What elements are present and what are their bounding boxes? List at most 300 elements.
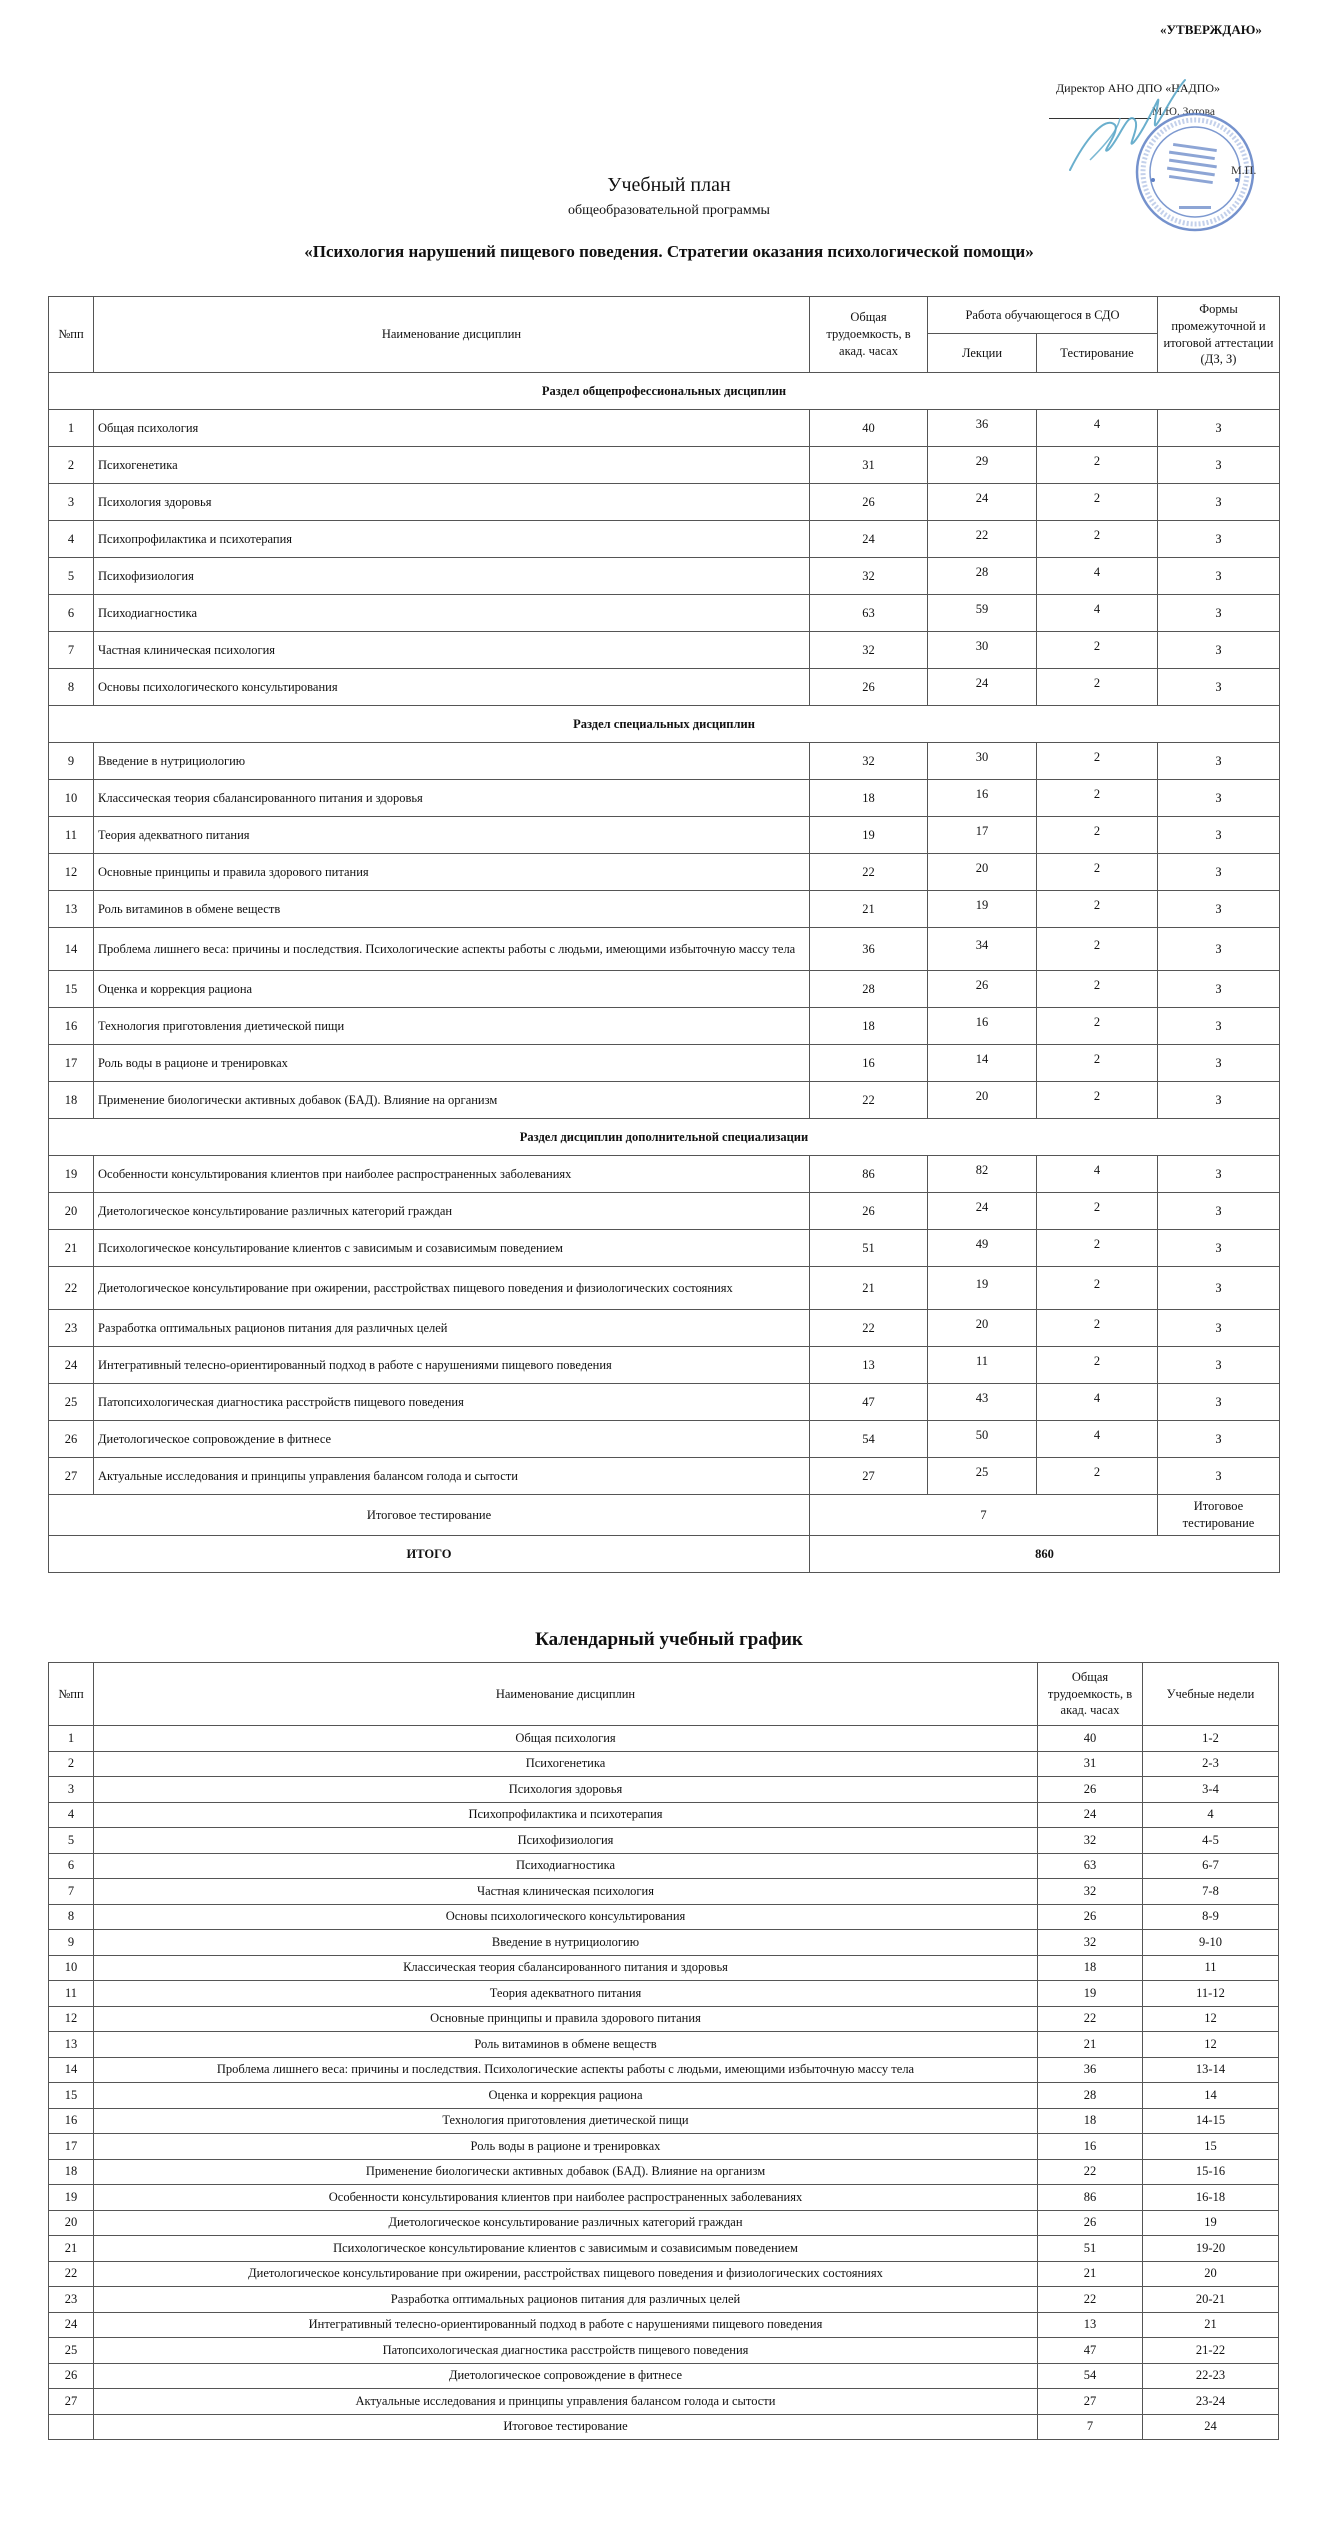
lectures-cell	[928, 558, 1037, 595]
calendar-row	[49, 1879, 1279, 1905]
lectures-cell	[928, 1384, 1037, 1421]
final-test-row	[49, 1495, 1280, 1536]
total-hours: 16	[810, 1045, 928, 1082]
discipline-row	[49, 484, 1280, 521]
testing-hours: 2	[1093, 977, 1101, 992]
discipline-row	[49, 1156, 1280, 1193]
testing-cell	[1037, 410, 1158, 447]
total-hours: 22	[1038, 2287, 1143, 2313]
study-weeks: 13-14	[1143, 2057, 1279, 2083]
signature-icon	[1060, 70, 1200, 180]
total-hours: 31	[1038, 1751, 1143, 1777]
row-number: 3	[49, 484, 94, 521]
section-header-row	[49, 1119, 1280, 1156]
testing-hours: 2	[1093, 860, 1101, 875]
lectures-cell	[928, 521, 1037, 558]
row-number: 23	[49, 2287, 94, 2313]
row-number: 13	[49, 891, 94, 928]
total-hours: 22	[810, 854, 928, 891]
row-number: 24	[49, 1347, 94, 1384]
total-hours: 31	[810, 447, 928, 484]
discipline-row	[49, 1384, 1280, 1421]
row-number: 26	[49, 2363, 94, 2389]
total-hours: 18	[810, 1008, 928, 1045]
attestation-form: З	[1158, 817, 1280, 854]
row-number: 8	[49, 669, 94, 706]
testing-hours: 4	[1093, 1162, 1101, 1177]
discipline-row	[49, 669, 1280, 706]
discipline-row	[49, 1421, 1280, 1458]
discipline-name: Введение в нутрициологию	[94, 743, 810, 780]
lecture-hours: 17	[975, 823, 989, 838]
testing-hours: 4	[1093, 1390, 1101, 1405]
total-hours: 26	[1038, 2210, 1143, 2236]
row-number: 15	[49, 971, 94, 1008]
row-number: 21	[49, 1230, 94, 1267]
lectures-cell	[928, 1045, 1037, 1082]
lecture-hours: 28	[975, 564, 989, 579]
lectures-cell	[928, 1421, 1037, 1458]
discipline-row	[49, 521, 1280, 558]
attestation-form: З	[1158, 1008, 1280, 1045]
total-hours: 18	[1038, 2108, 1143, 2134]
lectures-cell	[928, 669, 1037, 706]
testing-cell	[1037, 1082, 1158, 1119]
lecture-hours: 29	[975, 453, 989, 468]
testing-hours: 2	[1093, 786, 1101, 801]
testing-hours: 2	[1093, 1353, 1101, 1368]
discipline-row	[49, 447, 1280, 484]
discipline-name: Основы психологического консультирования	[94, 669, 810, 706]
lecture-hours: 25	[975, 1464, 989, 1479]
testing-hours: 2	[1093, 1014, 1101, 1029]
total-hours: 86	[1038, 2185, 1143, 2211]
discipline-row	[49, 817, 1280, 854]
total-hours: 19	[810, 817, 928, 854]
calendar-row	[49, 1777, 1279, 1803]
attestation-form: З	[1158, 928, 1280, 971]
row-number: 10	[49, 780, 94, 817]
discipline-name: Частная клиническая психология	[94, 1879, 1038, 1905]
attestation-form: З	[1158, 971, 1280, 1008]
study-weeks: 15	[1143, 2134, 1279, 2160]
row-number: 15	[49, 2083, 94, 2109]
testing-hours: 2	[1093, 1199, 1101, 1214]
discipline-row	[49, 1310, 1280, 1347]
row-number: 23	[49, 1310, 94, 1347]
discipline-row	[49, 891, 1280, 928]
cal-column-header-weeks: Учебные недели	[1143, 1663, 1279, 1726]
discipline-name: Технология приготовления диетической пищи	[94, 1008, 810, 1045]
testing-hours: 4	[1093, 564, 1101, 579]
discipline-name: Особенности консультирования клиентов при наиболее распространенных заболеваниях	[94, 1156, 810, 1193]
lectures-cell	[928, 410, 1037, 447]
attestation-form: З	[1158, 891, 1280, 928]
study-weeks: 22-23	[1143, 2363, 1279, 2389]
discipline-name: Общая психология	[94, 1726, 1038, 1752]
lectures-cell	[928, 632, 1037, 669]
discipline-name: Применение биологически активных добавок (БАД). Влияние на организм	[94, 1082, 810, 1119]
lecture-hours: 59	[975, 601, 989, 616]
seal-mark: М.П.	[1231, 163, 1257, 177]
testing-hours: 2	[1093, 937, 1101, 952]
testing-cell	[1037, 1008, 1158, 1045]
column-header-num: №пп	[49, 297, 94, 373]
study-weeks: 21	[1143, 2312, 1279, 2338]
testing-hours: 2	[1093, 490, 1101, 505]
discipline-name: Психопрофилактика и психотерапия	[94, 521, 810, 558]
testing-cell	[1037, 1193, 1158, 1230]
row-number: 19	[49, 1156, 94, 1193]
total-hours: 26	[810, 1193, 928, 1230]
column-header-attestation: Формы промежуточной и итоговой аттестации (ДЗ, З)	[1158, 297, 1280, 373]
discipline-name: Проблема лишнего веса: причины и последствия. Психологические аспекты работы с людьми, имеющими избыточную массу тела	[94, 2057, 1038, 2083]
calendar-row	[49, 2185, 1279, 2211]
lecture-hours: 14	[975, 1051, 989, 1066]
lecture-hours: 30	[975, 638, 989, 653]
testing-cell	[1037, 971, 1158, 1008]
discipline-name: Роль воды в рационе и тренировках	[94, 2134, 1038, 2160]
section-header-row	[49, 373, 1280, 410]
cal-column-header-num: №пп	[49, 1663, 94, 1726]
testing-hours: 2	[1093, 527, 1101, 542]
discipline-name: Оценка и коррекция рациона	[94, 2083, 1038, 2109]
total-hours: 36	[1038, 2057, 1143, 2083]
total-hours: 32	[810, 743, 928, 780]
total-hours: 16	[1038, 2134, 1143, 2160]
calendar-row	[49, 1726, 1279, 1752]
discipline-name: Психология здоровья	[94, 1777, 1038, 1803]
row-number: 6	[49, 595, 94, 632]
calendar-row	[49, 1930, 1279, 1956]
study-weeks: 16-18	[1143, 2185, 1279, 2211]
lecture-hours: 30	[975, 749, 989, 764]
cal-column-header-name: Наименование дисциплин	[94, 1663, 1038, 1726]
testing-cell	[1037, 1267, 1158, 1310]
study-weeks: 4-5	[1143, 1828, 1279, 1854]
lectures-cell	[928, 854, 1037, 891]
testing-cell	[1037, 632, 1158, 669]
study-weeks: 14-15	[1143, 2108, 1279, 2134]
discipline-name: Диетологическое сопровождение в фитнесе	[94, 2363, 1038, 2389]
total-hours: 40	[810, 410, 928, 447]
column-header-work-group: Работа обучающегося в СДО	[928, 297, 1158, 334]
discipline-name: Основные принципы и правила здорового питания	[94, 854, 810, 891]
total-hours: 51	[810, 1230, 928, 1267]
lectures-cell	[928, 817, 1037, 854]
attestation-form: З	[1158, 1045, 1280, 1082]
attestation-form: З	[1158, 632, 1280, 669]
attestation-form: З	[1158, 1156, 1280, 1193]
discipline-row	[49, 928, 1280, 971]
lecture-hours: 19	[975, 897, 989, 912]
total-hours: 63	[1038, 1853, 1143, 1879]
lectures-cell	[928, 1230, 1037, 1267]
discipline-row	[49, 1193, 1280, 1230]
testing-cell	[1037, 928, 1158, 971]
discipline-name: Патопсихологическая диагностика расстройств пищевого поведения	[94, 1384, 810, 1421]
cal-column-header-hours: Общая трудоемкость, в акад. часах	[1038, 1663, 1143, 1726]
total-hours: 21	[1038, 2032, 1143, 2058]
discipline-name: Актуальные исследования и принципы управления балансом голода и сытости	[94, 1458, 810, 1495]
lecture-hours: 24	[975, 675, 989, 690]
total-hours: 32	[810, 632, 928, 669]
calendar-row	[49, 2236, 1279, 2262]
study-weeks: 21-22	[1143, 2338, 1279, 2364]
row-number	[49, 2414, 94, 2440]
row-number: 9	[49, 743, 94, 780]
calendar-row	[49, 2287, 1279, 2313]
lectures-cell	[928, 1458, 1037, 1495]
calendar-title: Календарный учебный график	[535, 1629, 803, 1650]
testing-cell	[1037, 1310, 1158, 1347]
testing-cell	[1037, 891, 1158, 928]
total-row	[49, 1536, 1280, 1573]
testing-hours: 4	[1093, 416, 1101, 431]
curriculum-table	[48, 296, 1280, 1573]
discipline-row	[49, 595, 1280, 632]
total-hours: 24	[810, 521, 928, 558]
study-weeks: 23-24	[1143, 2389, 1279, 2415]
calendar-row	[49, 2210, 1279, 2236]
discipline-name: Психология здоровья	[94, 484, 810, 521]
row-number: 18	[49, 2159, 94, 2185]
attestation-form: З	[1158, 743, 1280, 780]
row-number: 13	[49, 2032, 94, 2058]
total-hours: 54	[810, 1421, 928, 1458]
lectures-cell	[928, 1347, 1037, 1384]
row-number: 1	[49, 410, 94, 447]
row-number: 22	[49, 2261, 94, 2287]
testing-hours: 2	[1093, 638, 1101, 653]
row-number: 12	[49, 2006, 94, 2032]
approval-label: «УТВЕРЖДАЮ»	[1160, 22, 1262, 37]
total-hours-value: 860	[810, 1536, 1280, 1573]
total-hours: 7	[1038, 2414, 1143, 2440]
testing-hours: 2	[1093, 1276, 1101, 1291]
discipline-name: Итоговое тестирование	[94, 2414, 1038, 2440]
document-subtitle: общеобразовательной программы	[568, 203, 770, 218]
discipline-name: Психогенетика	[94, 1751, 1038, 1777]
calendar-row	[49, 2414, 1279, 2440]
program-title: «Психология нарушений пищевого поведения. Стратегии оказания психологической помощи»	[304, 242, 1034, 261]
total-hours: 21	[810, 891, 928, 928]
lectures-cell	[928, 1193, 1037, 1230]
lectures-cell	[928, 780, 1037, 817]
testing-cell	[1037, 854, 1158, 891]
lecture-hours: 11	[975, 1353, 989, 1368]
column-header-name: Наименование дисциплин	[94, 297, 810, 373]
discipline-name: Роль воды в рационе и тренировках	[94, 1045, 810, 1082]
lecture-hours: 34	[975, 937, 989, 952]
lecture-hours: 20	[975, 1088, 989, 1103]
calendar-row	[49, 1981, 1279, 2007]
testing-cell	[1037, 780, 1158, 817]
final-test-form: Итоговое тестирование	[1158, 1495, 1280, 1536]
discipline-name: Психодиагностика	[94, 595, 810, 632]
attestation-form: З	[1158, 854, 1280, 891]
discipline-name: Диетологическое консультирование различных категорий граждан	[94, 2210, 1038, 2236]
discipline-row	[49, 971, 1280, 1008]
study-weeks: 19-20	[1143, 2236, 1279, 2262]
total-hours: 13	[810, 1347, 928, 1384]
total-hours: 18	[1038, 1955, 1143, 1981]
discipline-name: Введение в нутрициологию	[94, 1930, 1038, 1956]
discipline-name: Диетологическое сопровождение в фитнесе	[94, 1421, 810, 1458]
total-hours: 32	[1038, 1828, 1143, 1854]
testing-cell	[1037, 1156, 1158, 1193]
discipline-name: Применение биологически активных добавок (БАД). Влияние на организм	[94, 2159, 1038, 2185]
calendar-row	[49, 2083, 1279, 2109]
row-number: 14	[49, 928, 94, 971]
row-number: 26	[49, 1421, 94, 1458]
calendar-row	[49, 2261, 1279, 2287]
discipline-name: Технология приготовления диетической пищи	[94, 2108, 1038, 2134]
calendar-row	[49, 1904, 1279, 1930]
discipline-row	[49, 1267, 1280, 1310]
discipline-name: Основные принципы и правила здорового питания	[94, 2006, 1038, 2032]
calendar-row	[49, 1955, 1279, 1981]
lecture-hours: 16	[975, 1014, 989, 1029]
testing-cell	[1037, 1384, 1158, 1421]
discipline-name: Патопсихологическая диагностика расстройств пищевого поведения	[94, 2338, 1038, 2364]
attestation-form: З	[1158, 1384, 1280, 1421]
study-weeks: 12	[1143, 2006, 1279, 2032]
row-number: 16	[49, 1008, 94, 1045]
total-hours: 51	[1038, 2236, 1143, 2262]
row-number: 25	[49, 1384, 94, 1421]
testing-cell	[1037, 595, 1158, 632]
attestation-form: З	[1158, 410, 1280, 447]
discipline-name: Психопрофилактика и психотерапия	[94, 1802, 1038, 1828]
director-position: Директор АНО ДПО «НАДПО»	[1056, 81, 1221, 95]
total-hours: 26	[810, 484, 928, 521]
row-number: 25	[49, 2338, 94, 2364]
final-test-label: Итоговое тестирование	[49, 1495, 810, 1536]
row-number: 20	[49, 1193, 94, 1230]
row-number: 7	[49, 1879, 94, 1905]
total-hours: 32	[1038, 1879, 1143, 1905]
discipline-row	[49, 1230, 1280, 1267]
calendar-row	[49, 1751, 1279, 1777]
row-number: 18	[49, 1082, 94, 1119]
row-number: 8	[49, 1904, 94, 1930]
total-hours: 27	[1038, 2389, 1143, 2415]
total-hours: 32	[810, 558, 928, 595]
calendar-row	[49, 1828, 1279, 1854]
lecture-hours: 82	[975, 1162, 989, 1177]
discipline-name: Оценка и коррекция рациона	[94, 971, 810, 1008]
testing-hours: 2	[1093, 749, 1101, 764]
attestation-form: З	[1158, 1458, 1280, 1495]
testing-cell	[1037, 447, 1158, 484]
row-number: 6	[49, 1853, 94, 1879]
lectures-cell	[928, 1267, 1037, 1310]
discipline-name: Актуальные исследования и принципы управления балансом голода и сытости	[94, 2389, 1038, 2415]
testing-cell	[1037, 1230, 1158, 1267]
total-hours: 24	[1038, 1802, 1143, 1828]
testing-hours: 2	[1093, 453, 1101, 468]
discipline-name: Роль витаминов в обмене веществ	[94, 2032, 1038, 2058]
study-weeks: 3-4	[1143, 1777, 1279, 1803]
row-number: 27	[49, 2389, 94, 2415]
lecture-hours: 49	[975, 1236, 989, 1251]
total-hours: 13	[1038, 2312, 1143, 2338]
row-number: 16	[49, 2108, 94, 2134]
lectures-cell	[928, 1156, 1037, 1193]
column-header-lectures: Лекции	[928, 334, 1037, 373]
discipline-name: Психологическое консультирование клиентов с зависимым и созависимым поведением	[94, 1230, 810, 1267]
study-weeks: 14	[1143, 2083, 1279, 2109]
testing-hours: 2	[1093, 823, 1101, 838]
attestation-form: З	[1158, 484, 1280, 521]
study-weeks: 12	[1143, 2032, 1279, 2058]
lecture-hours: 43	[975, 1390, 989, 1405]
row-number: 1	[49, 1726, 94, 1752]
study-weeks: 9-10	[1143, 1930, 1279, 1956]
testing-hours: 2	[1093, 897, 1101, 912]
calendar-row	[49, 2108, 1279, 2134]
row-number: 21	[49, 2236, 94, 2262]
total-hours: 47	[1038, 2338, 1143, 2364]
discipline-name: Интегративный телесно-ориентированный подход в работе с нарушениями пищевого поведения	[94, 1347, 810, 1384]
calendar-row	[49, 2312, 1279, 2338]
lecture-hours: 22	[975, 527, 989, 542]
testing-hours: 2	[1093, 1316, 1101, 1331]
director-name: М.Ю. Зотова	[1152, 106, 1216, 118]
lecture-hours: 26	[975, 977, 989, 992]
calendar-row	[49, 2057, 1279, 2083]
testing-hours: 2	[1093, 1088, 1101, 1103]
lectures-cell	[928, 595, 1037, 632]
discipline-name: Общая психология	[94, 410, 810, 447]
column-header-testing: Тестирование	[1037, 334, 1158, 373]
lecture-hours: 19	[975, 1276, 989, 1291]
testing-hours: 2	[1093, 1464, 1101, 1479]
total-hours: 26	[1038, 1777, 1143, 1803]
study-weeks: 8-9	[1143, 1904, 1279, 1930]
discipline-row	[49, 1347, 1280, 1384]
total-hours: 19	[1038, 1981, 1143, 2007]
calendar-row	[49, 2338, 1279, 2364]
row-number: 7	[49, 632, 94, 669]
discipline-row	[49, 743, 1280, 780]
attestation-form: З	[1158, 1082, 1280, 1119]
discipline-row	[49, 854, 1280, 891]
row-number: 9	[49, 1930, 94, 1956]
discipline-name: Основы психологического консультирования	[94, 1904, 1038, 1930]
testing-cell	[1037, 521, 1158, 558]
discipline-name: Разработка оптимальных рационов питания для различных целей	[94, 2287, 1038, 2313]
discipline-name: Роль витаминов в обмене веществ	[94, 891, 810, 928]
discipline-name: Классическая теория сбалансированного питания и здоровья	[94, 1955, 1038, 1981]
lecture-hours: 50	[975, 1427, 989, 1442]
study-weeks: 20-21	[1143, 2287, 1279, 2313]
section-title: Раздел дисциплин дополнительной специализации	[49, 1119, 1280, 1156]
total-hours: 18	[810, 780, 928, 817]
lectures-cell	[928, 891, 1037, 928]
attestation-form: З	[1158, 447, 1280, 484]
total-hours: 86	[810, 1156, 928, 1193]
total-hours: 54	[1038, 2363, 1143, 2389]
document-title: Учебный план	[607, 174, 731, 196]
row-number: 3	[49, 1777, 94, 1803]
lecture-hours: 16	[975, 786, 989, 801]
row-number: 11	[49, 817, 94, 854]
total-hours: 40	[1038, 1726, 1143, 1752]
discipline-name: Психофизиология	[94, 1828, 1038, 1854]
calendar-row	[49, 2159, 1279, 2185]
